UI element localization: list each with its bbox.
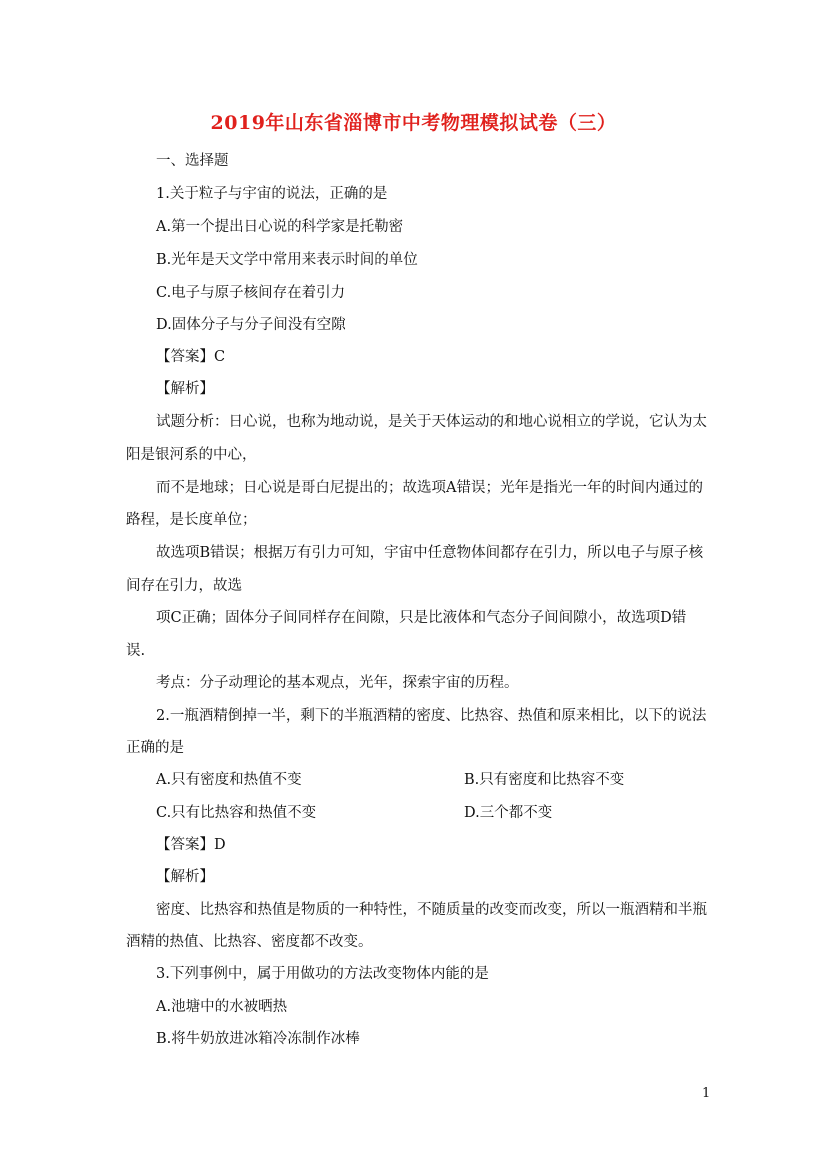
q2-option-b: B.只有密度和比热容不变 <box>464 772 625 788</box>
q1-analysis-line: 间存在引力，故选 <box>126 578 242 594</box>
q2-analysis-label: 【解析】 <box>156 869 214 885</box>
q2-option-c: C.只有比热容和热值不变 <box>156 805 317 821</box>
q1-stem: 1.关于粒子与宇宙的说法，正确的是 <box>156 186 388 202</box>
q1-analysis-label: 【解析】 <box>156 381 214 397</box>
q1-kaodian: 考点：分子动理论的基本观点，光年，探索宇宙的历程。 <box>156 675 519 691</box>
q2-answer: 【答案】D <box>156 837 226 853</box>
q2-stem: 正确的是 <box>126 740 184 756</box>
q1-analysis-line: 故选项B错误；根据万有引力可知，宇宙中任意物体间都存在引力，所以电子与原子核 <box>156 545 704 561</box>
q2-stem: 2.一瓶酒精倒掉一半，剩下的半瓶酒精的密度、比热容、热值和原来相比，以下的说法 <box>156 708 707 724</box>
q1-answer: 【答案】C <box>156 349 226 365</box>
q2-analysis-line: 密度、比热容和热值是物质的一种特性，不随质量的改变而改变，所以一瓶酒精和半瓶 <box>156 902 707 918</box>
q1-option-a: A.第一个提出日心说的科学家是托勒密 <box>156 219 404 235</box>
q3-option-a: A.池塘中的水被晒热 <box>156 999 288 1015</box>
q1-analysis-line: 阳是银河系的中心， <box>126 447 257 463</box>
q2-option-a: A.只有密度和热值不变 <box>156 772 302 788</box>
page-title: 2019年山东省淄博市中考物理模拟试卷（三） <box>210 112 617 134</box>
q1-analysis-line: 试题分析：日心说，也称为地动说，是关于天体运动的和地心说相立的学说，它认为太 <box>156 414 707 430</box>
section-heading: 一、选择题 <box>156 153 229 169</box>
q1-option-d: D.固体分子与分子间没有空隙 <box>156 317 346 333</box>
q1-analysis-line: 而不是地球；日心说是哥白尼提出的；故选项A错误；光年是指光一年的时间内通过的 <box>156 480 703 496</box>
q3-option-b: B.将牛奶放进冰箱冷冻制作冰棒 <box>156 1031 360 1047</box>
q3-stem: 3.下列事例中，属于用做功的方法改变物体内能的是 <box>156 966 489 982</box>
q1-analysis-line: 项C正确；固体分子间同样存在间隙，只是比液体和气态分子间间隙小，故选项D错 <box>156 610 687 626</box>
q1-option-c: C.电子与原子核间存在着引力 <box>156 285 346 301</box>
q1-analysis-line: 路程，是长度单位； <box>126 512 257 528</box>
q2-option-d: D.三个都不变 <box>464 805 553 821</box>
page-number: 1 <box>702 1086 711 1101</box>
q1-analysis-line: 误. <box>126 643 146 659</box>
q2-analysis-line: 酒精的热值、比热容、密度都不改变。 <box>126 934 373 950</box>
q1-option-b: B.光年是天文学中常用来表示时间的单位 <box>156 252 418 268</box>
